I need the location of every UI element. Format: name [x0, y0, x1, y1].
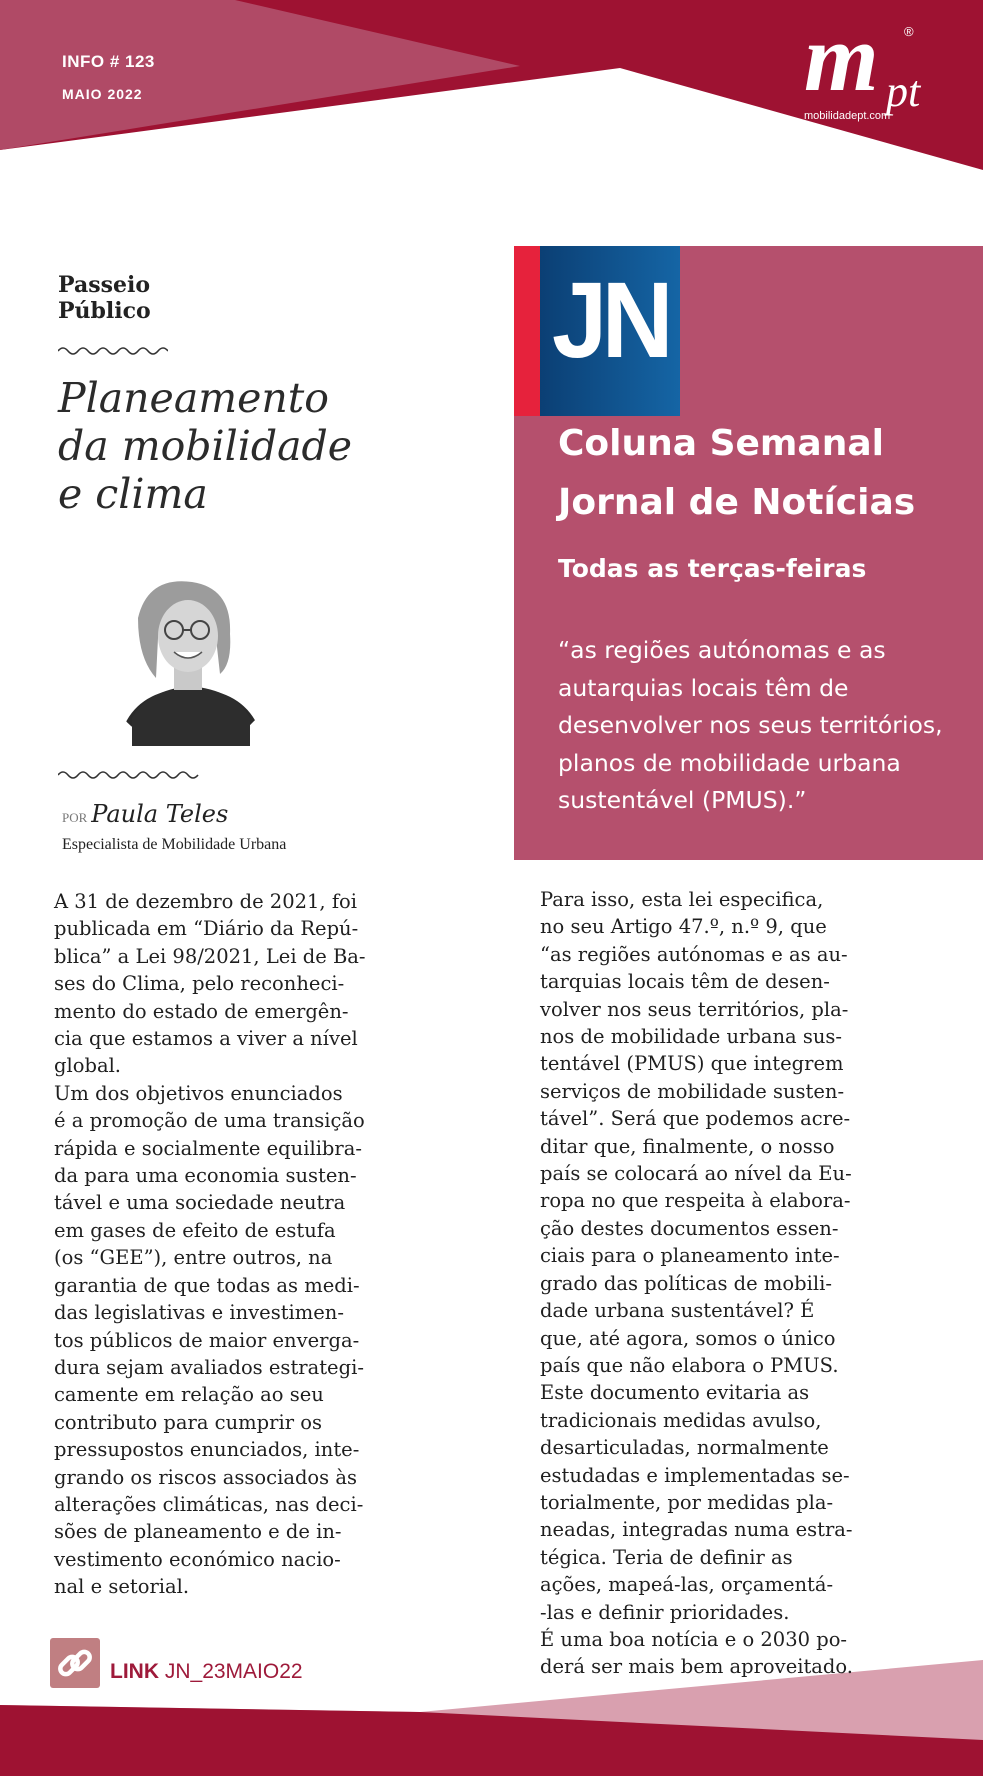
jn-logo-text: JN — [552, 259, 668, 380]
byline-prefix: POR — [62, 810, 88, 825]
link-reference: JN_23MAIO22 — [164, 1660, 303, 1683]
jn-badge-stripe — [514, 246, 540, 416]
mobilidadept-logo[interactable] — [800, 4, 960, 134]
article-title: Planeamento da mobilidade e clima — [58, 374, 353, 518]
byline — [62, 800, 228, 828]
logo-site: mobilidadept.com — [804, 110, 891, 122]
wave-divider-2 — [58, 768, 200, 782]
issue-number: INFO # 123 — [62, 52, 155, 71]
article-body-right: Para isso, esta lei especifica, no seu Artigo 47.º, n.º 9, que “as regiões autónomas e as au- tarquias locais têm de desen- volver nos seus territórios, pla- nos de mobilidade urbana sus- tentável (PMUS) que integrem serviços de mobilidade susten- tável”. Será que podemos acre- ditar que, finalmente, o nosso país se colocará ao nível da Eu- ropa no que respeita à elabora- ção destes documentos essen- ciais para o planeamento inte- grado das políticas de mobili- dade urbana sustentável? É que, até agora, somos o único país que não elabora o PMUS. Este documento evitaria as tradicionais medidas avulso, desarticuladas, normalmente estudadas e implementadas se- torialmente, por medidas pla- neadas, integradas numa estra- tégica. Teria de definir as ações, mapeá-las, orçamentá- -las e definir prioridades. É uma boa notícia e o 2030 po- derá ser mais bem aproveitado. — [540, 888, 854, 1679]
wave-divider — [58, 344, 168, 358]
link-icon[interactable] — [50, 1638, 100, 1688]
logo-registered: ® — [904, 24, 914, 39]
issue-date: MAIO 2022 — [62, 86, 143, 102]
pull-quote: “as regiões autónomas e as autarquias locais têm de desenvolver nos seus territórios, planos de mobilidade urbana sustentável (PMUS).” — [558, 636, 943, 814]
chain-link-icon — [50, 1638, 100, 1688]
column-heading: Coluna Semanal Jornal de Notícias — [558, 423, 916, 523]
section-line-1: Passeio — [58, 272, 151, 298]
logo-suffix: pt — [886, 67, 921, 116]
column-schedule: Todas as terças-feiras — [558, 554, 867, 583]
link-label: LINK — [110, 1660, 159, 1683]
author-name: Paula Teles — [91, 800, 229, 828]
logo-letter: m — [804, 4, 879, 111]
author-portrait — [108, 578, 268, 746]
author-role: Especialista de Mobilidade Urbana — [62, 836, 287, 853]
section-name — [58, 272, 258, 324]
article-link[interactable] — [110, 1660, 303, 1684]
section-line-2: Público — [58, 298, 151, 324]
article-body-left: A 31 de dezembro de 2021, foi publicada em “Diário da Repú- blica” a Lei 98/2021, Lei de Ba- ses do Clima, pelo reconheci- mento do estado de emergên- cia que estamos a viver a nível global. Um dos objetivos enunciados é a promoção de uma transição rápida e socialmente equilibra- da para uma economia susten- tável e uma sociedade neutra em gases de efeito de estufa (os “GEE”), entre outros, na garantia de que todas as medi- das legislativas e investimen- tos públicos de maior envergа- dura sejam avaliados estrategi- camente em relação ao seu contributo para cumprir os pressupostos enunciados, inte- grando os riscos associados às alterações climáticas, nas deci- sões de planeamento e de in- vestimento económico nacio- nal e setorial. — [54, 890, 366, 1599]
